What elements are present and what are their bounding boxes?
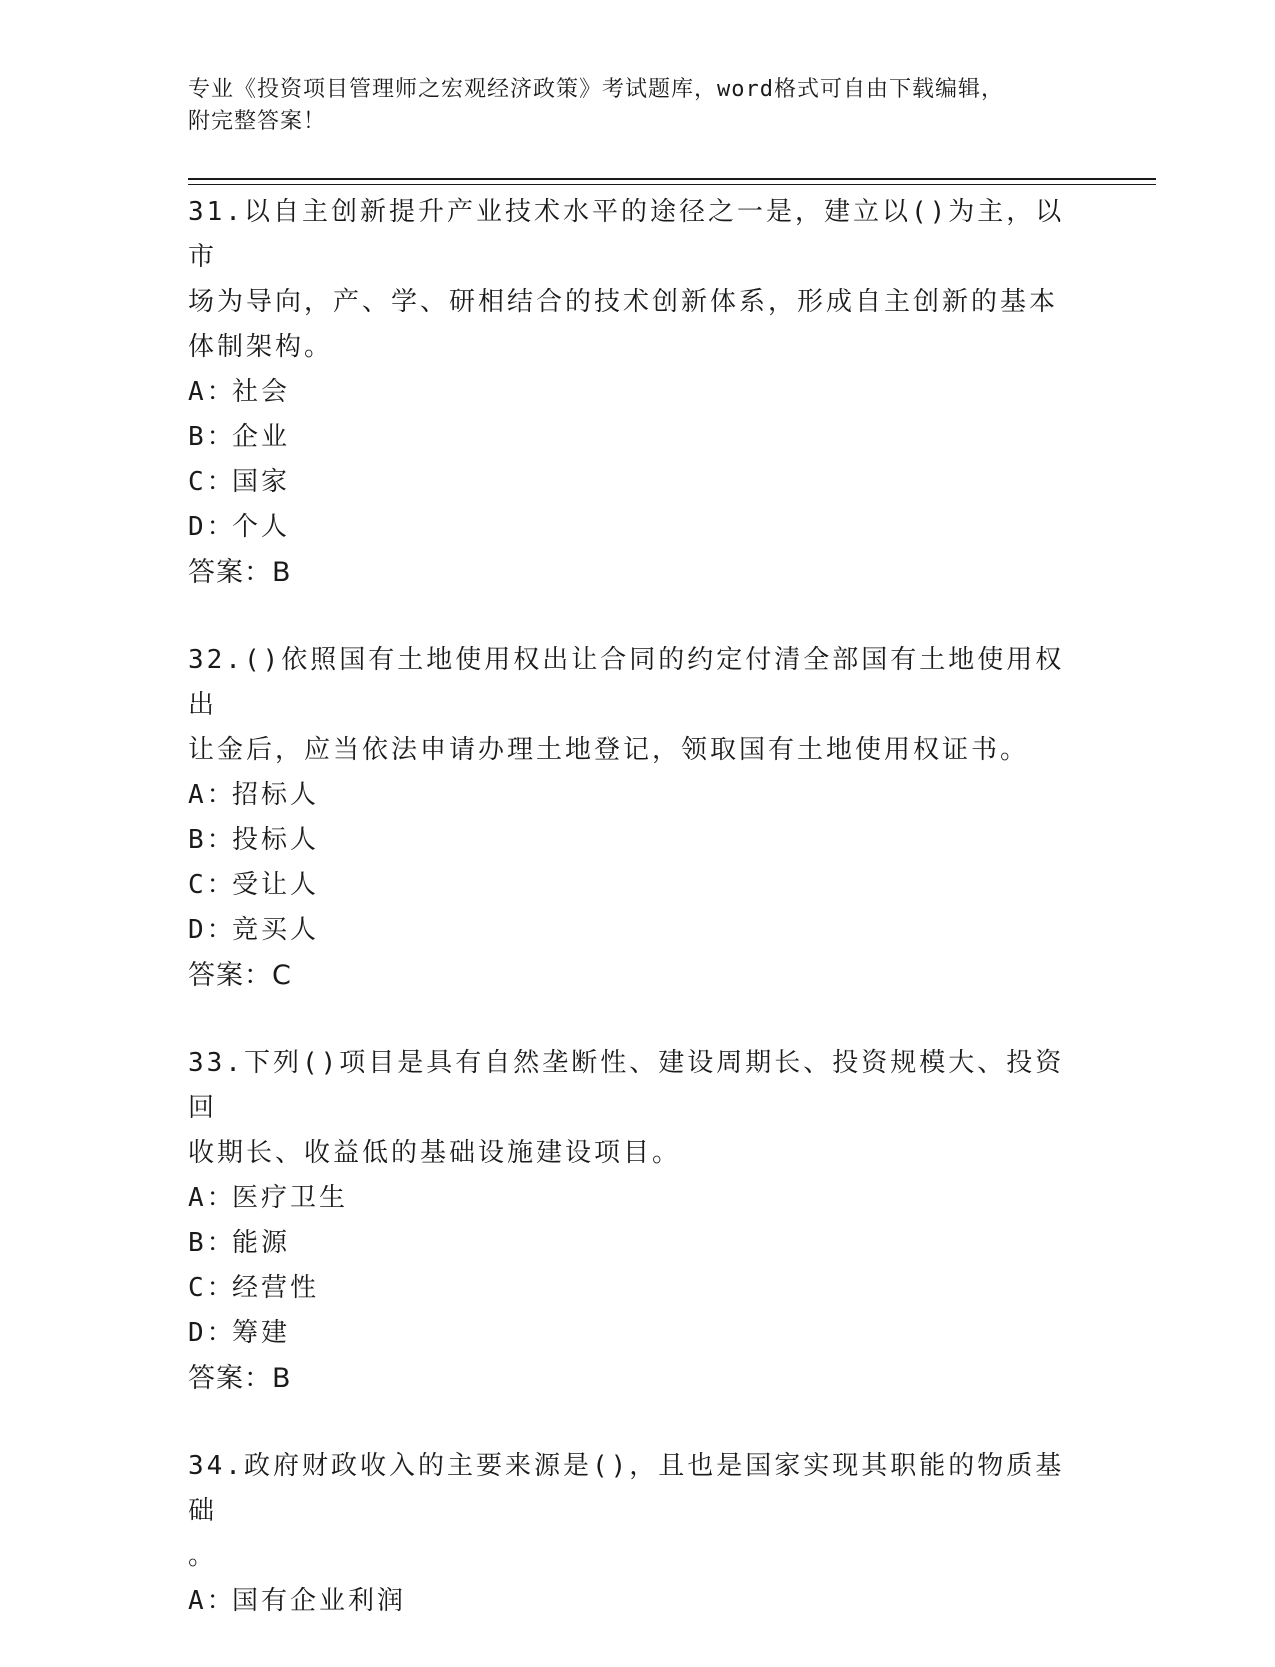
option-d xyxy=(188,505,1088,550)
question-list xyxy=(188,190,1088,1667)
option-letter: B： xyxy=(188,422,236,452)
option-letter: D： xyxy=(188,1318,236,1348)
option-c xyxy=(188,1266,1088,1311)
header-line-2: 附完整答案！ xyxy=(188,109,327,134)
option-letter: B： xyxy=(188,1228,236,1258)
header-line-1: 专业《投资项目管理师之宏观经济政策》考试题库，word格式可自由下载编辑， xyxy=(188,77,1004,102)
option-text: 企业 xyxy=(232,422,291,452)
option-text: 国家 xyxy=(232,467,291,497)
question-text-line: 33.下列()项目是具有自然垄断性、建设周期长、投资规模大、投资回 xyxy=(188,1048,1065,1123)
answer-line: 答案：B xyxy=(188,1363,292,1394)
answer-line: 答案：B xyxy=(188,557,292,588)
option-d xyxy=(188,908,1088,953)
option-letter: D： xyxy=(188,915,236,945)
option-d xyxy=(188,1311,1088,1356)
question-text-line: 。 xyxy=(188,1541,218,1571)
question-text-line: 场为导向，产、学、研相结合的技术创新体系，形成自主创新的基本 xyxy=(188,287,1059,317)
option-b xyxy=(188,415,1088,460)
option-letter: A： xyxy=(188,1183,236,1213)
question-text-line: 体制架构。 xyxy=(188,332,334,362)
question-34 xyxy=(188,1444,1088,1624)
option-b xyxy=(188,818,1088,863)
option-letter: A： xyxy=(188,377,236,407)
option-letter: A： xyxy=(188,1586,236,1616)
header-divider-thin xyxy=(188,184,1156,185)
option-a xyxy=(188,773,1088,818)
option-letter: D： xyxy=(188,512,236,542)
option-text: 受让人 xyxy=(232,870,320,900)
question-text-line: 收期长、收益低的基础设施建设项目。 xyxy=(188,1138,682,1168)
option-letter: C： xyxy=(188,1273,236,1303)
option-text: 竞买人 xyxy=(232,915,320,945)
option-c xyxy=(188,863,1088,908)
option-a xyxy=(188,370,1088,415)
header-divider-thick xyxy=(188,178,1156,180)
question-text-line: 让金后，应当依法申请办理土地登记，领取国有土地使用权证书。 xyxy=(188,735,1030,765)
option-text: 筹建 xyxy=(232,1318,291,1348)
option-c xyxy=(188,460,1088,505)
option-letter: C： xyxy=(188,870,236,900)
option-text: 医疗卫生 xyxy=(232,1183,349,1213)
question-text-line: 32.()依照国有土地使用权出让合同的约定付清全部国有土地使用权出 xyxy=(188,645,1065,720)
option-text: 投标人 xyxy=(232,825,320,855)
option-a xyxy=(188,1579,1088,1624)
option-text: 社会 xyxy=(232,377,291,407)
question-32 xyxy=(188,638,1088,998)
question-31 xyxy=(188,190,1088,595)
option-letter: B： xyxy=(188,825,236,855)
option-text: 能源 xyxy=(232,1228,291,1258)
option-text: 国有企业利润 xyxy=(232,1586,407,1616)
option-text: 经营性 xyxy=(232,1273,320,1303)
option-a xyxy=(188,1176,1088,1221)
option-b xyxy=(188,1221,1088,1266)
question-33 xyxy=(188,1041,1088,1401)
option-text: 个人 xyxy=(232,512,291,542)
option-letter: C： xyxy=(188,467,236,497)
option-letter: A： xyxy=(188,780,236,810)
answer-line: 答案：C xyxy=(188,960,292,991)
question-text-line: 31.以自主创新提升产业技术水平的途径之一是，建立以()为主，以市 xyxy=(188,197,1065,272)
page-header xyxy=(188,74,1068,138)
question-text-line: 34.政府财政收入的主要来源是()，且也是国家实现其职能的物质基础 xyxy=(188,1451,1065,1526)
option-text: 招标人 xyxy=(232,780,320,810)
